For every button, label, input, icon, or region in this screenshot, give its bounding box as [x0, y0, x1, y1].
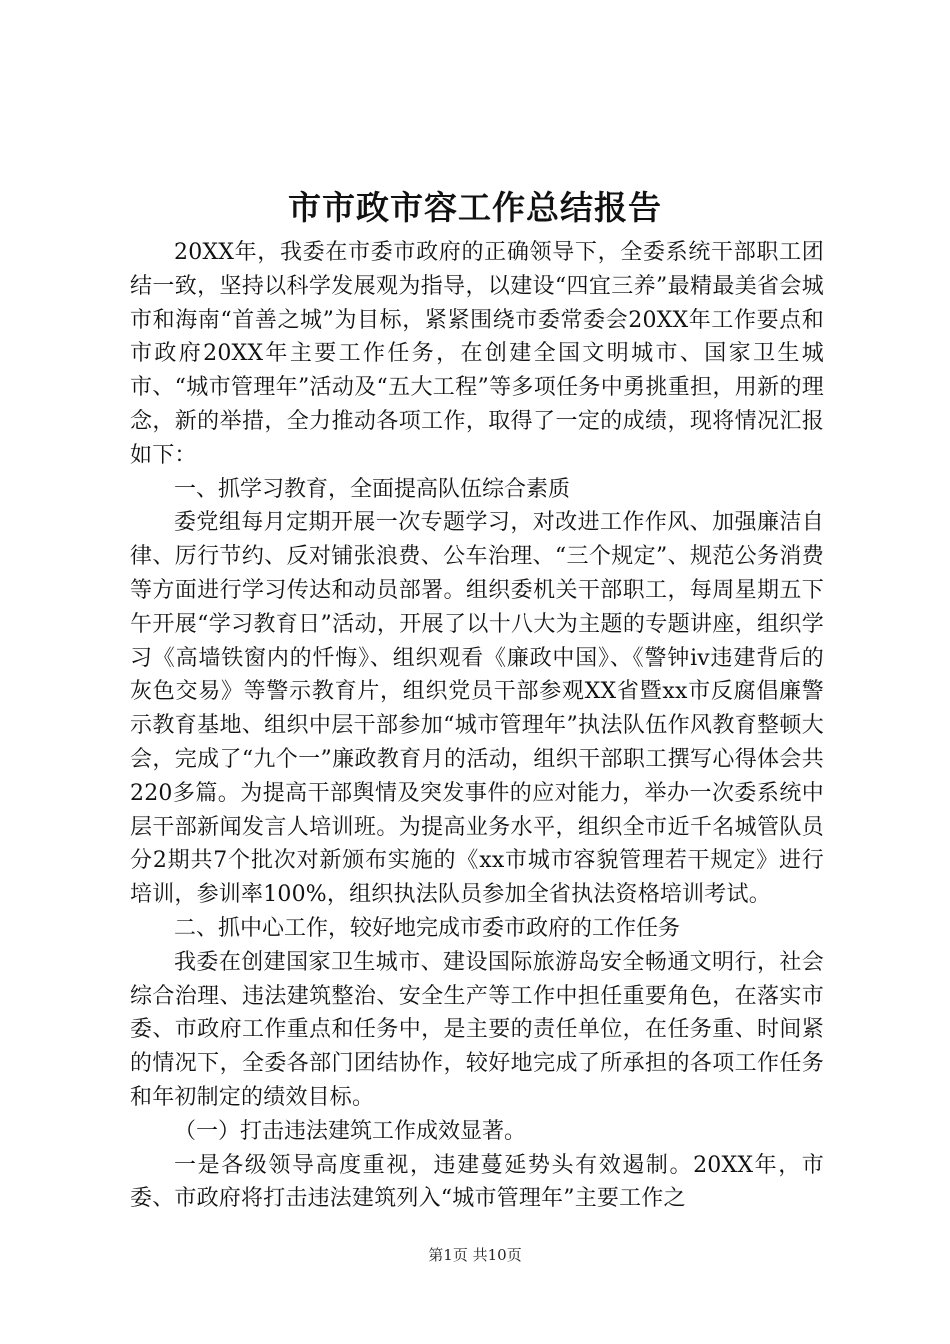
- paragraph-central-work: 我委在创建国家卫生城市、建设国际旅游岛安全畅通文明行，社会综合治理、违法建筑整治、安全生产等工作中担任重要角色，在落实市委、市政府工作重点和任务中，是主要的责任单位，在任务重、时间紧的情况下，全委各部门团结协作，较好地完成了所承担的各项工作任务和年初制定的绩效目标。: [130, 949, 824, 1110]
- subsection-heading-1: （一）打击违法建筑工作成效显著。: [174, 1118, 527, 1144]
- document-body: [130, 236, 824, 1216]
- document-title: 市市政市容工作总结报告: [288, 188, 662, 227]
- page-number-footer: 第1页 共10页: [428, 1246, 522, 1264]
- paragraph-illegal-buildings: 一是各级领导高度重视，违建蔓延势头有效遏制。20XX年，市委、市政府将打击违法建筑列入“城市管理年”主要工作之: [130, 1152, 824, 1212]
- paragraph-intro: 20XX年，我委在市委市政府的正确领导下，全委系统干部职工团结一致，坚持以科学发展观为指导，以建设“四宜三养”最精最美省会城市和海南“首善之城”为目标，紧紧围绕市委常委会20XX年工作要点和市政府20XX年主要工作任务，在创建全国文明城市、国家卫生城市、“城市管理年”活动及“五大工程”等多项任务中勇挑重担，用新的理念，新的举措，全力推动各项工作，取得了一定的成绩，现将情况汇报如下：: [130, 240, 824, 468]
- section-heading-2: 二、抓中心工作，较好地完成市委市政府的工作任务: [174, 915, 681, 941]
- section-heading-1: 一、抓学习教育，全面提高队伍综合素质: [174, 476, 571, 502]
- paragraph-study: 委党组每月定期开展一次专题学习，对改进工作作风、加强廉洁自律、厉行节约、反对铺张浪费、公车治理、“三个规定”、规范公务消费等方面进行学习传达和动员部署。组织委机关干部职工，每周星期五下午开展“学习教育日”活动，开展了以十八大为主题的专题讲座，组织学习《高墙铁窗内的忏悔》、组织观看《廉政中国》、《警钟iv违建背后的灰色交易》等警示教育片，组织党员干部参观XX省暨xx市反腐倡廉警示教育基地、组织中层干部参加“城市管理年”执法队伍作风教育整顿大会，完成了“九个一”廉政教育月的活动，组织干部职工撰写心得体会共220多篇。为提高干部舆情及突发事件的应对能力，举办一次委系统中层干部新闻发言人培训班。为提高业务水平，组织全市近千名城管队员分2期共7个批次对新颁布实施的《xx市城市容貌管理若干规定》进行培训，参训率100%，组织执法队员参加全省执法资格培训考试。: [130, 510, 824, 908]
